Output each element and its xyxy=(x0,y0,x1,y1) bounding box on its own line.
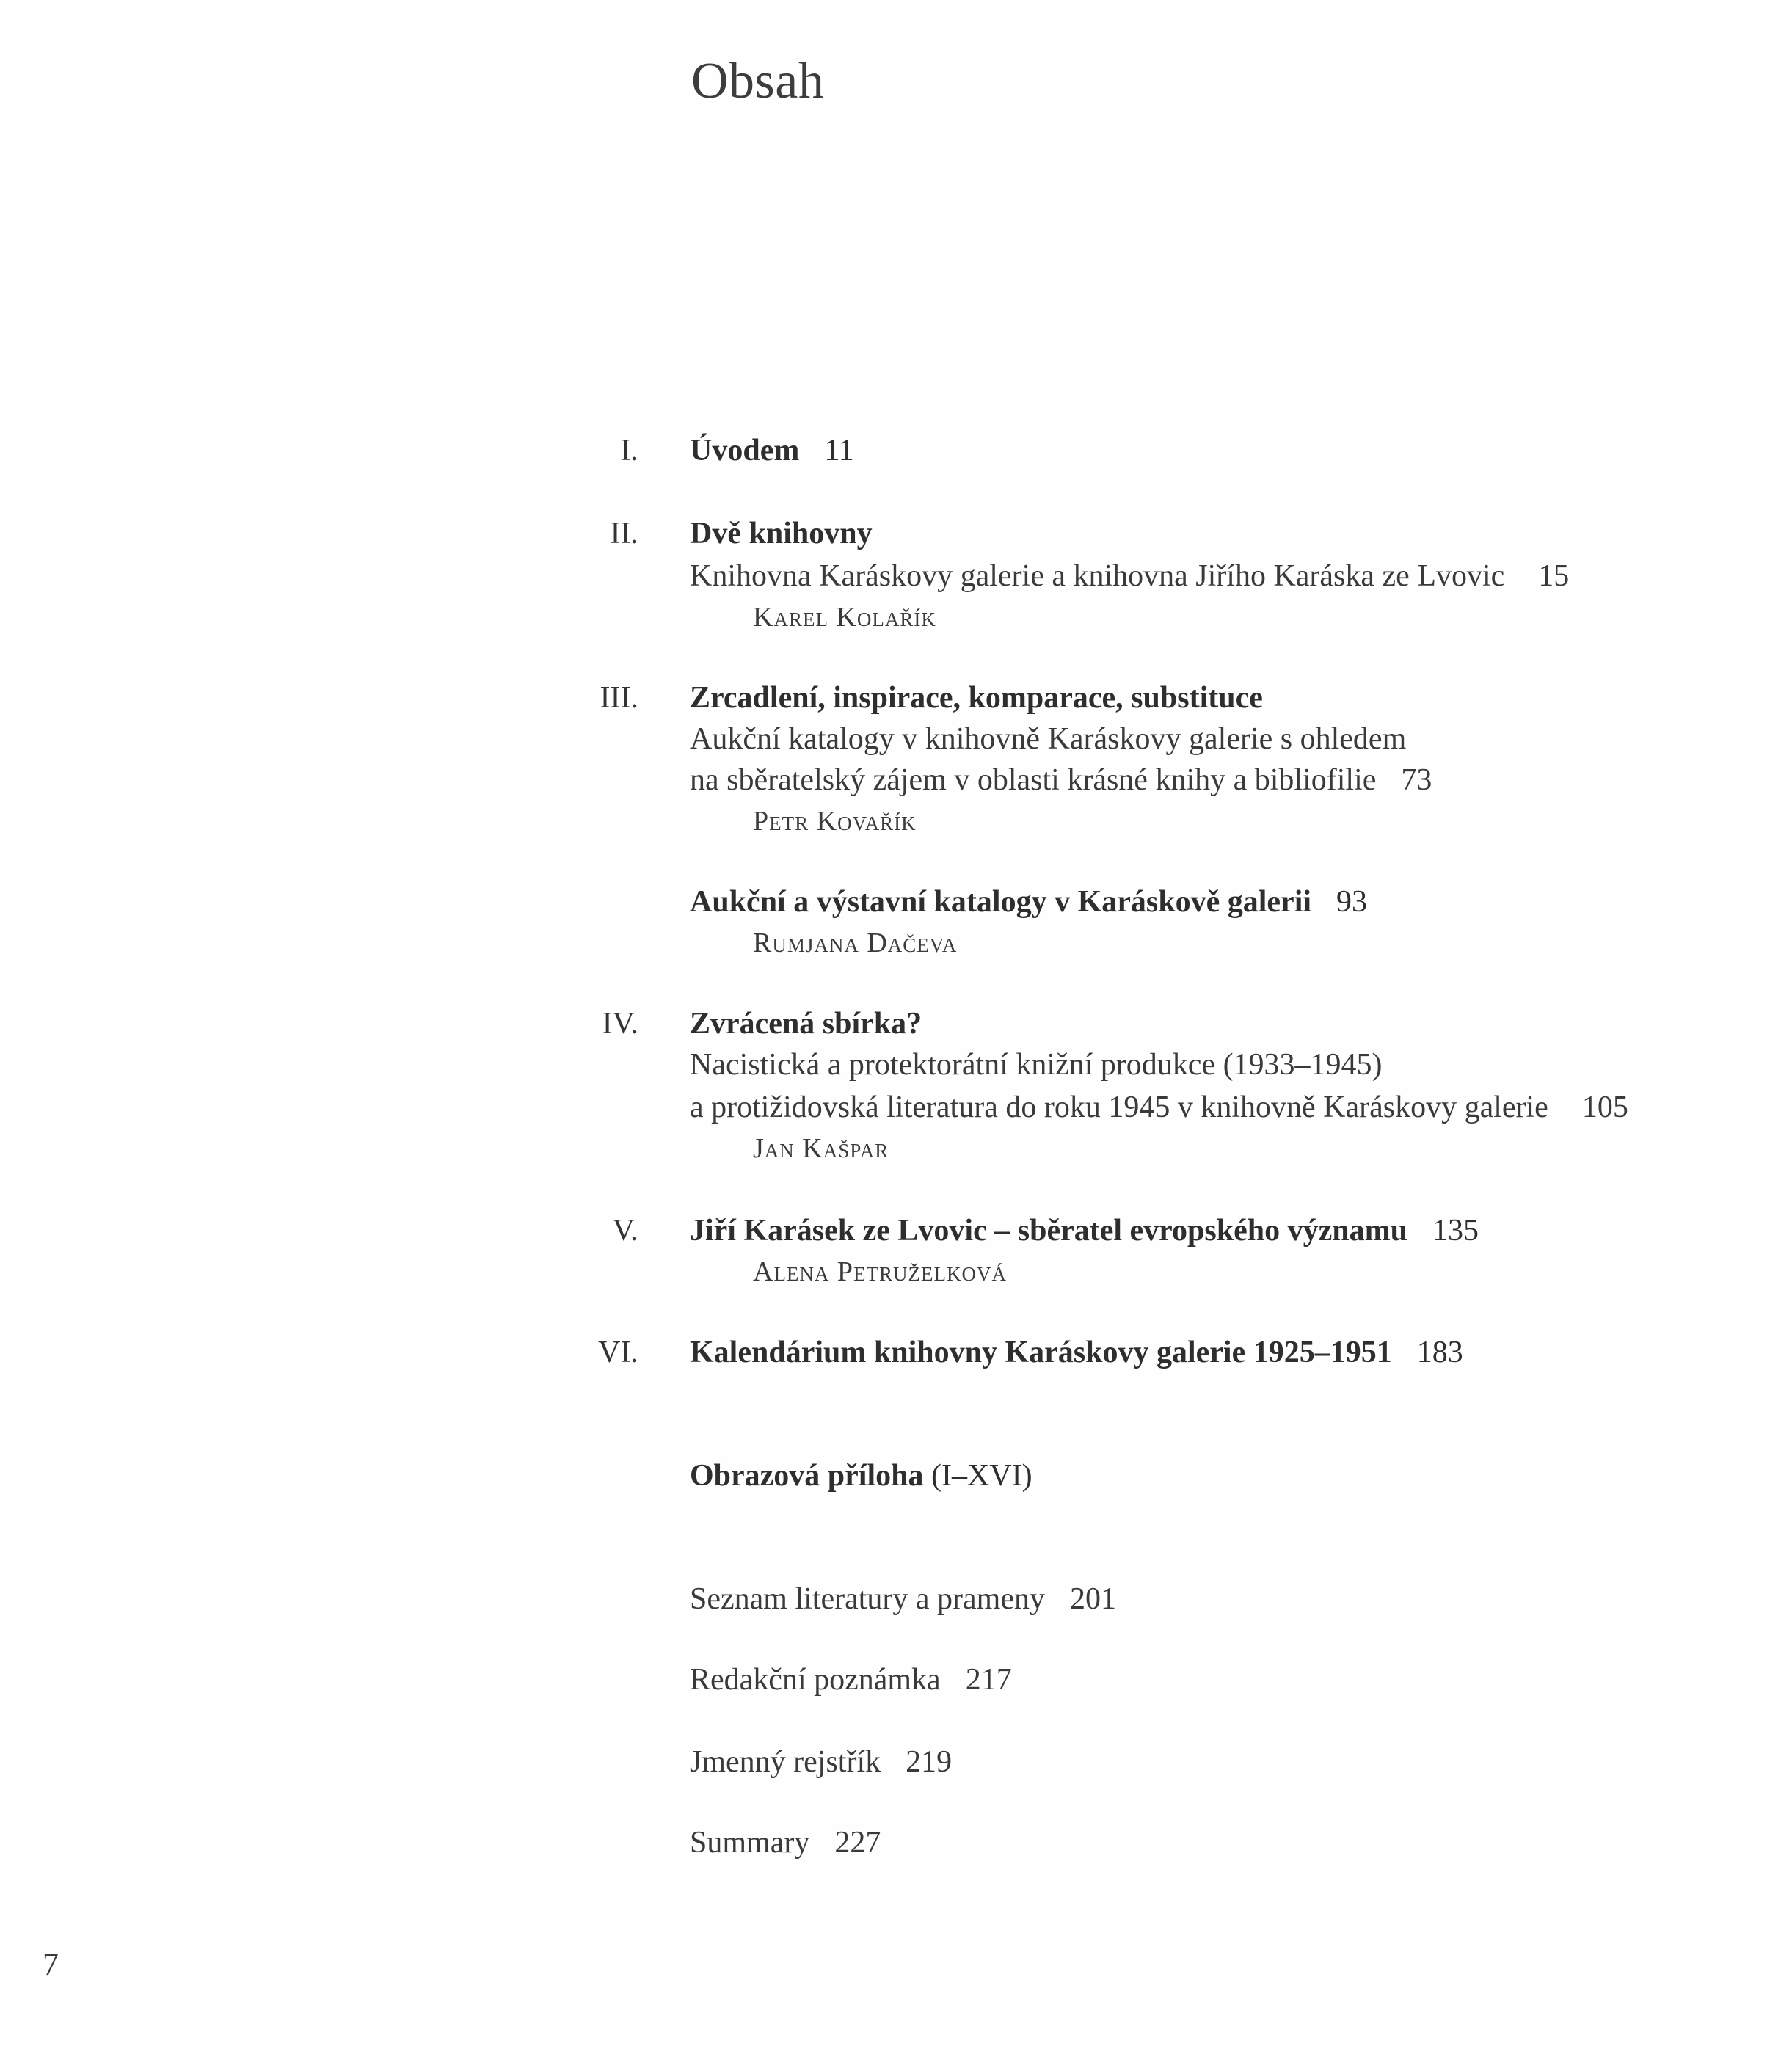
entry-6-line xyxy=(690,1337,1463,1368)
appendix-range: (I–XVI) xyxy=(931,1459,1032,1493)
summary-title: Summary xyxy=(690,1826,810,1860)
bibliography-line xyxy=(690,1584,1116,1614)
entry-4-title: Zvrácená sbírka? xyxy=(690,1007,922,1041)
name-index-line xyxy=(690,1747,952,1777)
entry-3-page: 73 xyxy=(1401,763,1432,797)
entry-3-subtitle-2: na sběratelský zájem v oblasti krásné knihy a bibliofilie xyxy=(690,763,1377,797)
entry-5-line xyxy=(690,1215,1479,1246)
name-index-page: 219 xyxy=(906,1745,953,1779)
entry-4-page: 105 xyxy=(1581,1091,1628,1124)
editorial-note-page: 217 xyxy=(965,1663,1012,1697)
entry-4-subtitle-line-2 xyxy=(690,1092,1628,1123)
summary-line xyxy=(690,1827,881,1858)
entry-4-author: Jan Kašpar xyxy=(753,1133,889,1164)
entry-2-page: 15 xyxy=(1538,559,1570,593)
entry-3b-title: Aukční a výstavní katalogy v Karáskově galerii xyxy=(690,885,1312,919)
entry-5-author: Alena Petruželková xyxy=(753,1256,1008,1287)
entry-5-page: 135 xyxy=(1432,1214,1479,1248)
entry-5-number: V. xyxy=(612,1214,638,1248)
bibliography-page: 201 xyxy=(1069,1582,1116,1616)
editorial-note-line xyxy=(690,1664,1012,1695)
entry-1-page: 11 xyxy=(824,434,854,467)
name-index-title: Jmenný rejstřík xyxy=(690,1745,881,1779)
entry-6-title: Kalendárium knihovny Karáskovy galerie 1925–1951 xyxy=(690,1336,1392,1369)
entry-3-subtitle-line-2 xyxy=(690,765,1432,796)
entry-2-subtitle: Knihovna Karáskovy galerie a knihovna Jiřího Karáska ze Lvovic xyxy=(690,559,1505,593)
page-number: 7 xyxy=(43,1946,59,1982)
entry-6-number: VI. xyxy=(598,1336,638,1369)
page-title: Obsah xyxy=(691,53,825,109)
entry-3b-author: Rumjana Dačeva xyxy=(753,928,958,958)
entry-6-page: 183 xyxy=(1416,1336,1463,1369)
entry-2-number: II. xyxy=(610,517,638,550)
entry-4-subtitle-1: Nacistická a protektorátní knižní produkce (1933–1945) xyxy=(690,1048,1383,1082)
entry-3b-line xyxy=(690,886,1367,917)
entry-4-number: IV. xyxy=(602,1007,638,1041)
entry-2-author: Karel Kolařík xyxy=(753,602,936,633)
entry-1-number: I. xyxy=(620,434,638,467)
appendix-title: Obrazová příloha xyxy=(690,1459,924,1493)
entry-3b-page: 93 xyxy=(1336,885,1368,919)
summary-page: 227 xyxy=(834,1826,881,1860)
entry-3-title: Zrcadlení, inspirace, komparace, substituce xyxy=(690,681,1263,715)
entry-2-title: Dvě knihovny xyxy=(690,517,873,550)
appendix-line xyxy=(690,1460,1032,1491)
entry-5-title: Jiří Karásek ze Lvovic – sběratel evropského významu xyxy=(690,1214,1407,1248)
entry-3-number: III. xyxy=(600,681,638,715)
entry-4-subtitle-2: a protižidovská literatura do roku 1945 v knihovně Karáskovy galerie xyxy=(690,1091,1548,1124)
bibliography-title: Seznam literatury a prameny xyxy=(690,1582,1045,1616)
entry-1-title: Úvodem xyxy=(690,434,800,467)
entry-3-subtitle-1: Aukční katalogy v knihovně Karáskovy galerie s ohledem xyxy=(690,722,1407,756)
entry-1-line xyxy=(690,435,854,466)
editorial-note-title: Redakční poznámka xyxy=(690,1663,941,1697)
entry-2-subtitle-line xyxy=(690,561,1569,591)
entry-3-author: Petr Kovařík xyxy=(753,806,917,837)
